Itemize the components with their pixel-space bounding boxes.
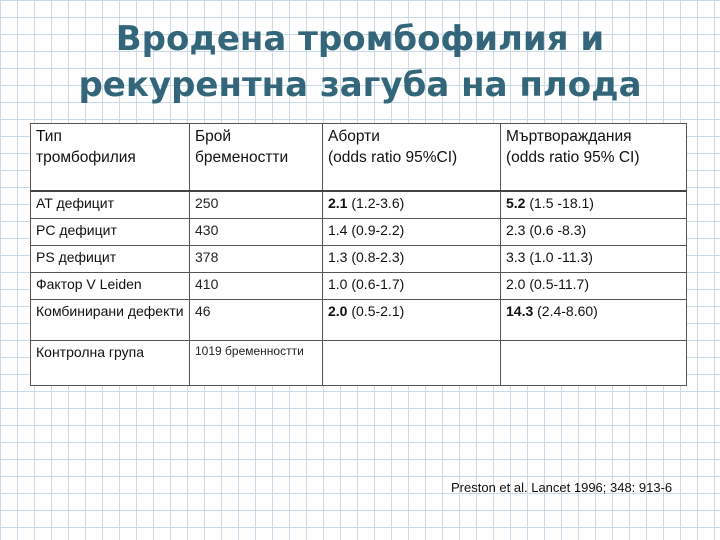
title-line-2: рекурентна загуба на плода [78,65,642,105]
table-row [31,273,687,300]
cell-count: 410 [190,273,323,300]
cell-abortions: 1.4 (0.9-2.2) [323,219,501,246]
cell-count: 46 [190,300,323,341]
thrombophilia-table [30,123,687,386]
cell-stillbirths: 5.2 (1.5 -18.1) [501,191,687,219]
cell-abortions: 1.0 (0.6-1.7) [323,273,501,300]
slide-title [0,16,720,108]
header-count: Брой бременостти [190,124,323,192]
cell-stillbirths [501,341,687,386]
table-row [31,300,687,341]
table-header-row [31,124,687,192]
table-row [31,219,687,246]
table-row [31,191,687,219]
cell-abortions: 2.0 (0.5-2.1) [323,300,501,341]
cell-type: PS дефицит [31,246,190,273]
cell-abortions: 2.1 (1.2-3.6) [323,191,501,219]
cell-stillbirths: 2.3 (0.6 -8.3) [501,219,687,246]
cell-abortions [323,341,501,386]
cell-type: PC дефицит [31,219,190,246]
cell-count: 1019 бременностти [190,341,323,386]
cell-type: Фактор V Leiden [31,273,190,300]
cell-stillbirths: 2.0 (0.5-11.7) [501,273,687,300]
title-line-1: Вродена тромбофилия и [115,19,605,59]
cell-abortions: 1.3 (0.8-2.3) [323,246,501,273]
cell-count: 378 [190,246,323,273]
table-row [31,246,687,273]
cell-stillbirths: 14.3 (2.4-8.60) [501,300,687,341]
header-stillbirths: Мъртвораждания (odds ratio 95% CI) [501,124,687,192]
citation: Preston et al. Lancet 1996; 348: 913-6 [451,480,673,495]
cell-type: Контролна група [31,341,190,386]
table-row [31,341,687,386]
cell-type: Комбинирани дефекти [31,300,190,341]
cell-type: AT дефицит [31,191,190,219]
cell-count: 430 [190,219,323,246]
header-abortions: Аборти (odds ratio 95%CI) [323,124,501,192]
cell-stillbirths: 3.3 (1.0 -11.3) [501,246,687,273]
cell-count: 250 [190,191,323,219]
header-type: Тип тромбофилия [31,124,190,192]
